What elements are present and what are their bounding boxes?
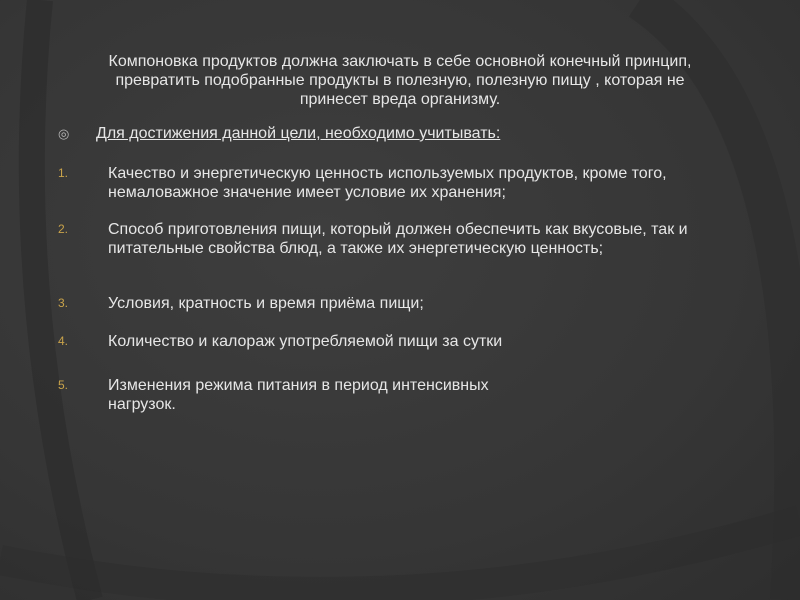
list-number: 3. — [58, 296, 69, 310]
list-item-5 — [58, 376, 738, 414]
list-item-text: Качество и энергетическую ценность используемых продуктов, кроме того, немаловажное значение имеет условие их хранения; — [108, 165, 667, 201]
subheading: Для достижения данной цели, необходимо учитывать: — [96, 125, 501, 142]
list-item-1 — [58, 164, 738, 202]
list-item-4 — [58, 332, 738, 351]
list-number: 4. — [58, 334, 69, 348]
list-number: 5. — [58, 378, 69, 392]
list-item-text: Изменения режима питания в период интенсивных нагрузок. — [108, 377, 489, 413]
target-bullet-icon: ◎ — [58, 126, 70, 141]
list-item-3 — [58, 294, 738, 313]
intro-paragraph: Компоновка продуктов должна заключать в себе основной конечный принцип, превратить подобранные продукты в полезную, полезную пищу , которая не принесет вреда организму. — [108, 53, 692, 108]
list-number: 2. — [58, 222, 69, 236]
list-item-text: Условия, кратность и время приёма пищи; — [108, 295, 424, 312]
list-item-text: Способ приготовления пищи, который должен обеспечить как вкусовые, так и питательные свойства блюд, а также их энергетическую ценность; — [108, 221, 688, 257]
list-number: 1. — [58, 166, 69, 180]
list-item-text: Количество и калораж употребляемой пищи за сутки — [108, 333, 503, 350]
subheading-row — [58, 124, 738, 143]
list-item-2 — [58, 220, 738, 258]
